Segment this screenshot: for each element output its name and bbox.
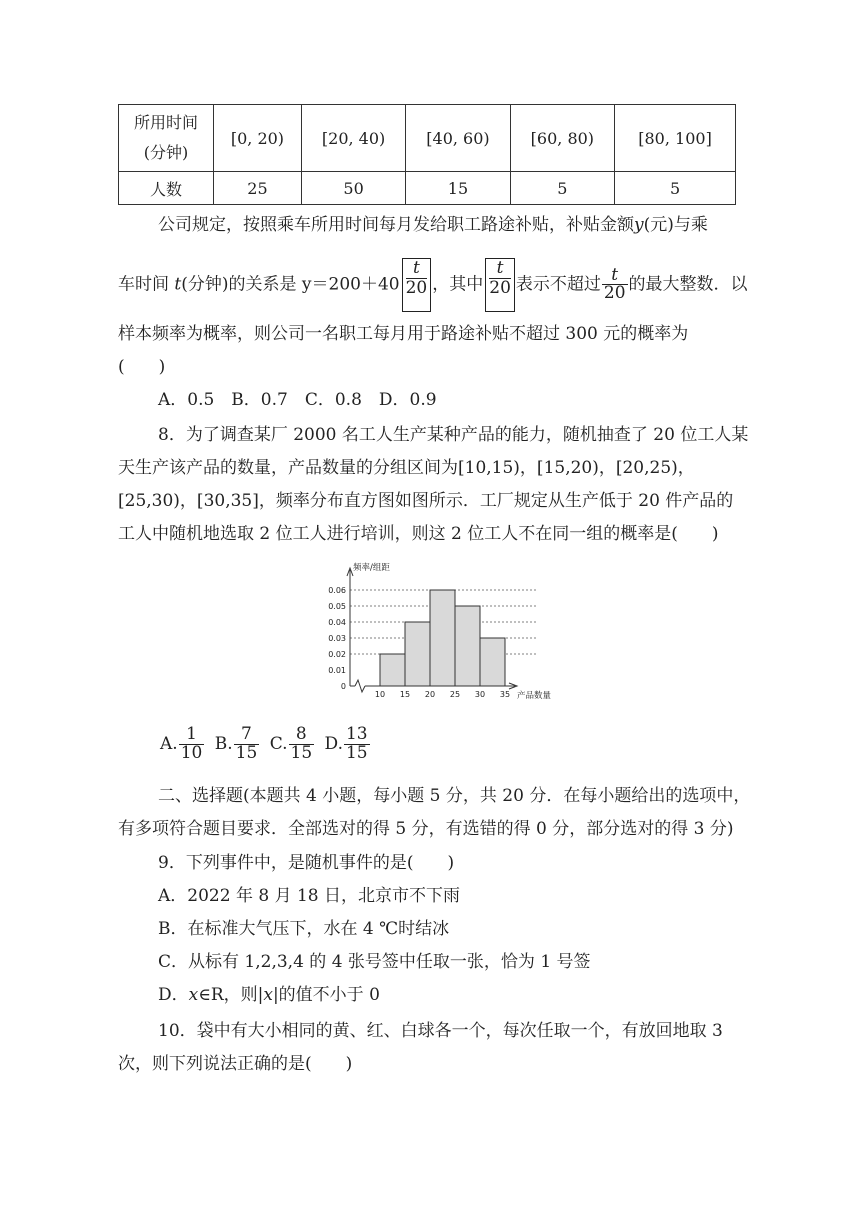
q9-option-a: A．2022 年 8 月 18 日，北京市不下雨 — [158, 886, 461, 906]
x-tick-label: 20 — [424, 690, 436, 699]
floor-fraction — [485, 258, 514, 312]
q7-text: 的最大整数．以 — [628, 274, 748, 295]
q7-text: (分钟)的关系是 — [181, 274, 297, 295]
frac-num: 1 — [179, 726, 205, 745]
option-a-fraction — [179, 726, 205, 763]
frac-den: 15 — [290, 742, 313, 763]
floor-fraction — [402, 258, 431, 312]
q8-line4: 工人中随机地选取 2 位工人进行培训，则这 2 位工人不在同一组的概率是( ) — [118, 524, 719, 544]
q7-line1 — [158, 210, 708, 235]
histogram-bar — [455, 606, 480, 686]
time-header-unit: (分钟) — [143, 143, 189, 162]
q10-line2: 次，则下列说法正确的是( ) — [118, 1054, 353, 1074]
var-x: x — [188, 985, 199, 1005]
q7-text: 车时间 — [118, 274, 169, 295]
interval-cell: [60, 80) — [510, 105, 614, 172]
histogram-bar — [405, 622, 430, 686]
x-tick-label: 10 — [374, 690, 386, 699]
var-y: y — [634, 215, 644, 235]
interval-cell: [0, 20) — [214, 105, 302, 172]
q8-options — [160, 726, 371, 763]
var-t: t — [174, 274, 182, 295]
histogram-bar — [380, 654, 405, 686]
q10-line1: 10．袋中有大小相同的黄、红、白球各一个，每次任取一个，有放回地取 3 — [158, 1021, 723, 1041]
q7-text: 公司规定，按照乘车所用时间每月发给职工路途补贴，补贴金额 — [158, 215, 634, 235]
y-tick-label: 0.01 — [328, 666, 346, 675]
x-tick-label: 30 — [474, 690, 486, 699]
x-tick-label: 15 — [399, 690, 411, 699]
y-tick-label: 0 — [340, 682, 346, 691]
histogram-bar — [480, 638, 505, 686]
count-cell: 25 — [214, 172, 302, 205]
q9-option-d — [158, 980, 380, 1005]
count-cell: 5 — [510, 172, 614, 205]
y-tick-label: 0.02 — [328, 650, 346, 659]
section2-line1: 二、选择题(本题共 4 小题，每小题 5 分，共 20 分．在每小题给出的选项中， — [158, 786, 751, 806]
interval-cell: [20, 40) — [301, 105, 405, 172]
x-axis-label: 产品数量 — [517, 691, 552, 701]
q9-d-text: D． — [158, 985, 189, 1005]
frac-den: 20 — [603, 283, 626, 304]
frac-den: 20 — [405, 277, 428, 298]
option-b-fraction — [234, 726, 260, 763]
q7-line2 — [118, 258, 748, 304]
x-tick-label: 25 — [449, 690, 461, 699]
q9-d-text: |的值不小于 0 — [272, 985, 380, 1005]
table-count-row — [119, 172, 736, 205]
q9-d-text: ∈R，则| — [198, 985, 264, 1005]
y-axis-label: 频率/组距 — [353, 563, 390, 573]
histogram-bar — [430, 590, 455, 686]
histogram-chart — [310, 558, 590, 708]
interval-cell: [40, 60) — [406, 105, 510, 172]
q7-text: ，其中 — [432, 274, 484, 295]
q9-stem: 9．下列事件中，是随机事件的是( ) — [158, 853, 455, 873]
q7-text: 表示不超过 — [515, 274, 601, 295]
commute-time-table — [118, 104, 736, 205]
y-tick-label: 0.05 — [328, 602, 346, 611]
q8-line1: 8．为了调查某厂 2000 名工人生产某种产品的能力，随机抽查了 20 位工人某 — [158, 425, 749, 445]
frac-num: 13 — [345, 724, 368, 744]
count-label-cell: 人数 — [119, 172, 214, 205]
frac-den: 10 — [180, 742, 203, 763]
q9-option-c: C．从标有 1,2,3,4 的 4 张号签中任取一张，恰为 1 号签 — [158, 952, 591, 972]
x-tick-label: 35 — [499, 690, 511, 699]
interval-cell: [80, 100] — [615, 105, 736, 172]
frac-num: t — [602, 267, 628, 286]
count-cell: 15 — [406, 172, 510, 205]
q9-option-b: B．在标准大气压下，水在 4 ℃时结冰 — [158, 919, 450, 939]
count-cell: 50 — [301, 172, 405, 205]
option-d-fraction — [344, 726, 370, 763]
frac-num: t — [406, 259, 428, 279]
var-x: x — [263, 985, 273, 1005]
frac-den: 15 — [345, 742, 368, 763]
formula: y＝200＋40 — [301, 274, 400, 295]
frac-num: 7 — [234, 726, 260, 745]
q7-line4: ( ) — [118, 357, 166, 377]
table-header-row — [119, 105, 736, 172]
frac-den: 20 — [489, 277, 511, 298]
y-tick-label: 0.03 — [328, 634, 346, 643]
time-header-cell — [119, 105, 214, 172]
time-header-label: 所用时间 — [133, 113, 198, 132]
q8-line2: 天生产该产品的数量，产品数量的分组区间为[10,15)，[15,20)，[20,25)， — [118, 458, 695, 478]
axis-break-icon — [355, 680, 365, 692]
frac-den: 15 — [235, 742, 258, 763]
q7-options: A．0.5 B．0.7 C．0.8 D．0.9 — [158, 390, 437, 410]
y-tick-label: 0.04 — [328, 618, 346, 627]
section2-line2: 有多项符合题目要求．全部选对的得 5 分，有选错的得 0 分，部分选对的得 3 分) — [118, 819, 734, 839]
option-c-label: C. — [269, 733, 288, 754]
q7-line3: 样本频率为概率，则公司一名职工每月用于路途补贴不超过 300 元的概率为 — [118, 324, 689, 344]
frac-num: t — [489, 259, 511, 279]
option-c-fraction — [289, 726, 315, 763]
fraction — [602, 264, 628, 304]
option-a-label: A. — [160, 733, 178, 754]
count-cell: 5 — [615, 172, 736, 205]
option-d-label: D. — [324, 733, 343, 754]
option-b-label: B. — [214, 733, 233, 754]
q7-text: (元)与乘 — [643, 215, 708, 235]
y-tick-label: 0.06 — [328, 586, 346, 595]
q8-line3: [25,30)，[30,35]，频率分布直方图如图所示．工厂规定从生产低于 20 件产品的 — [118, 491, 734, 511]
frac-num: 8 — [289, 726, 315, 745]
